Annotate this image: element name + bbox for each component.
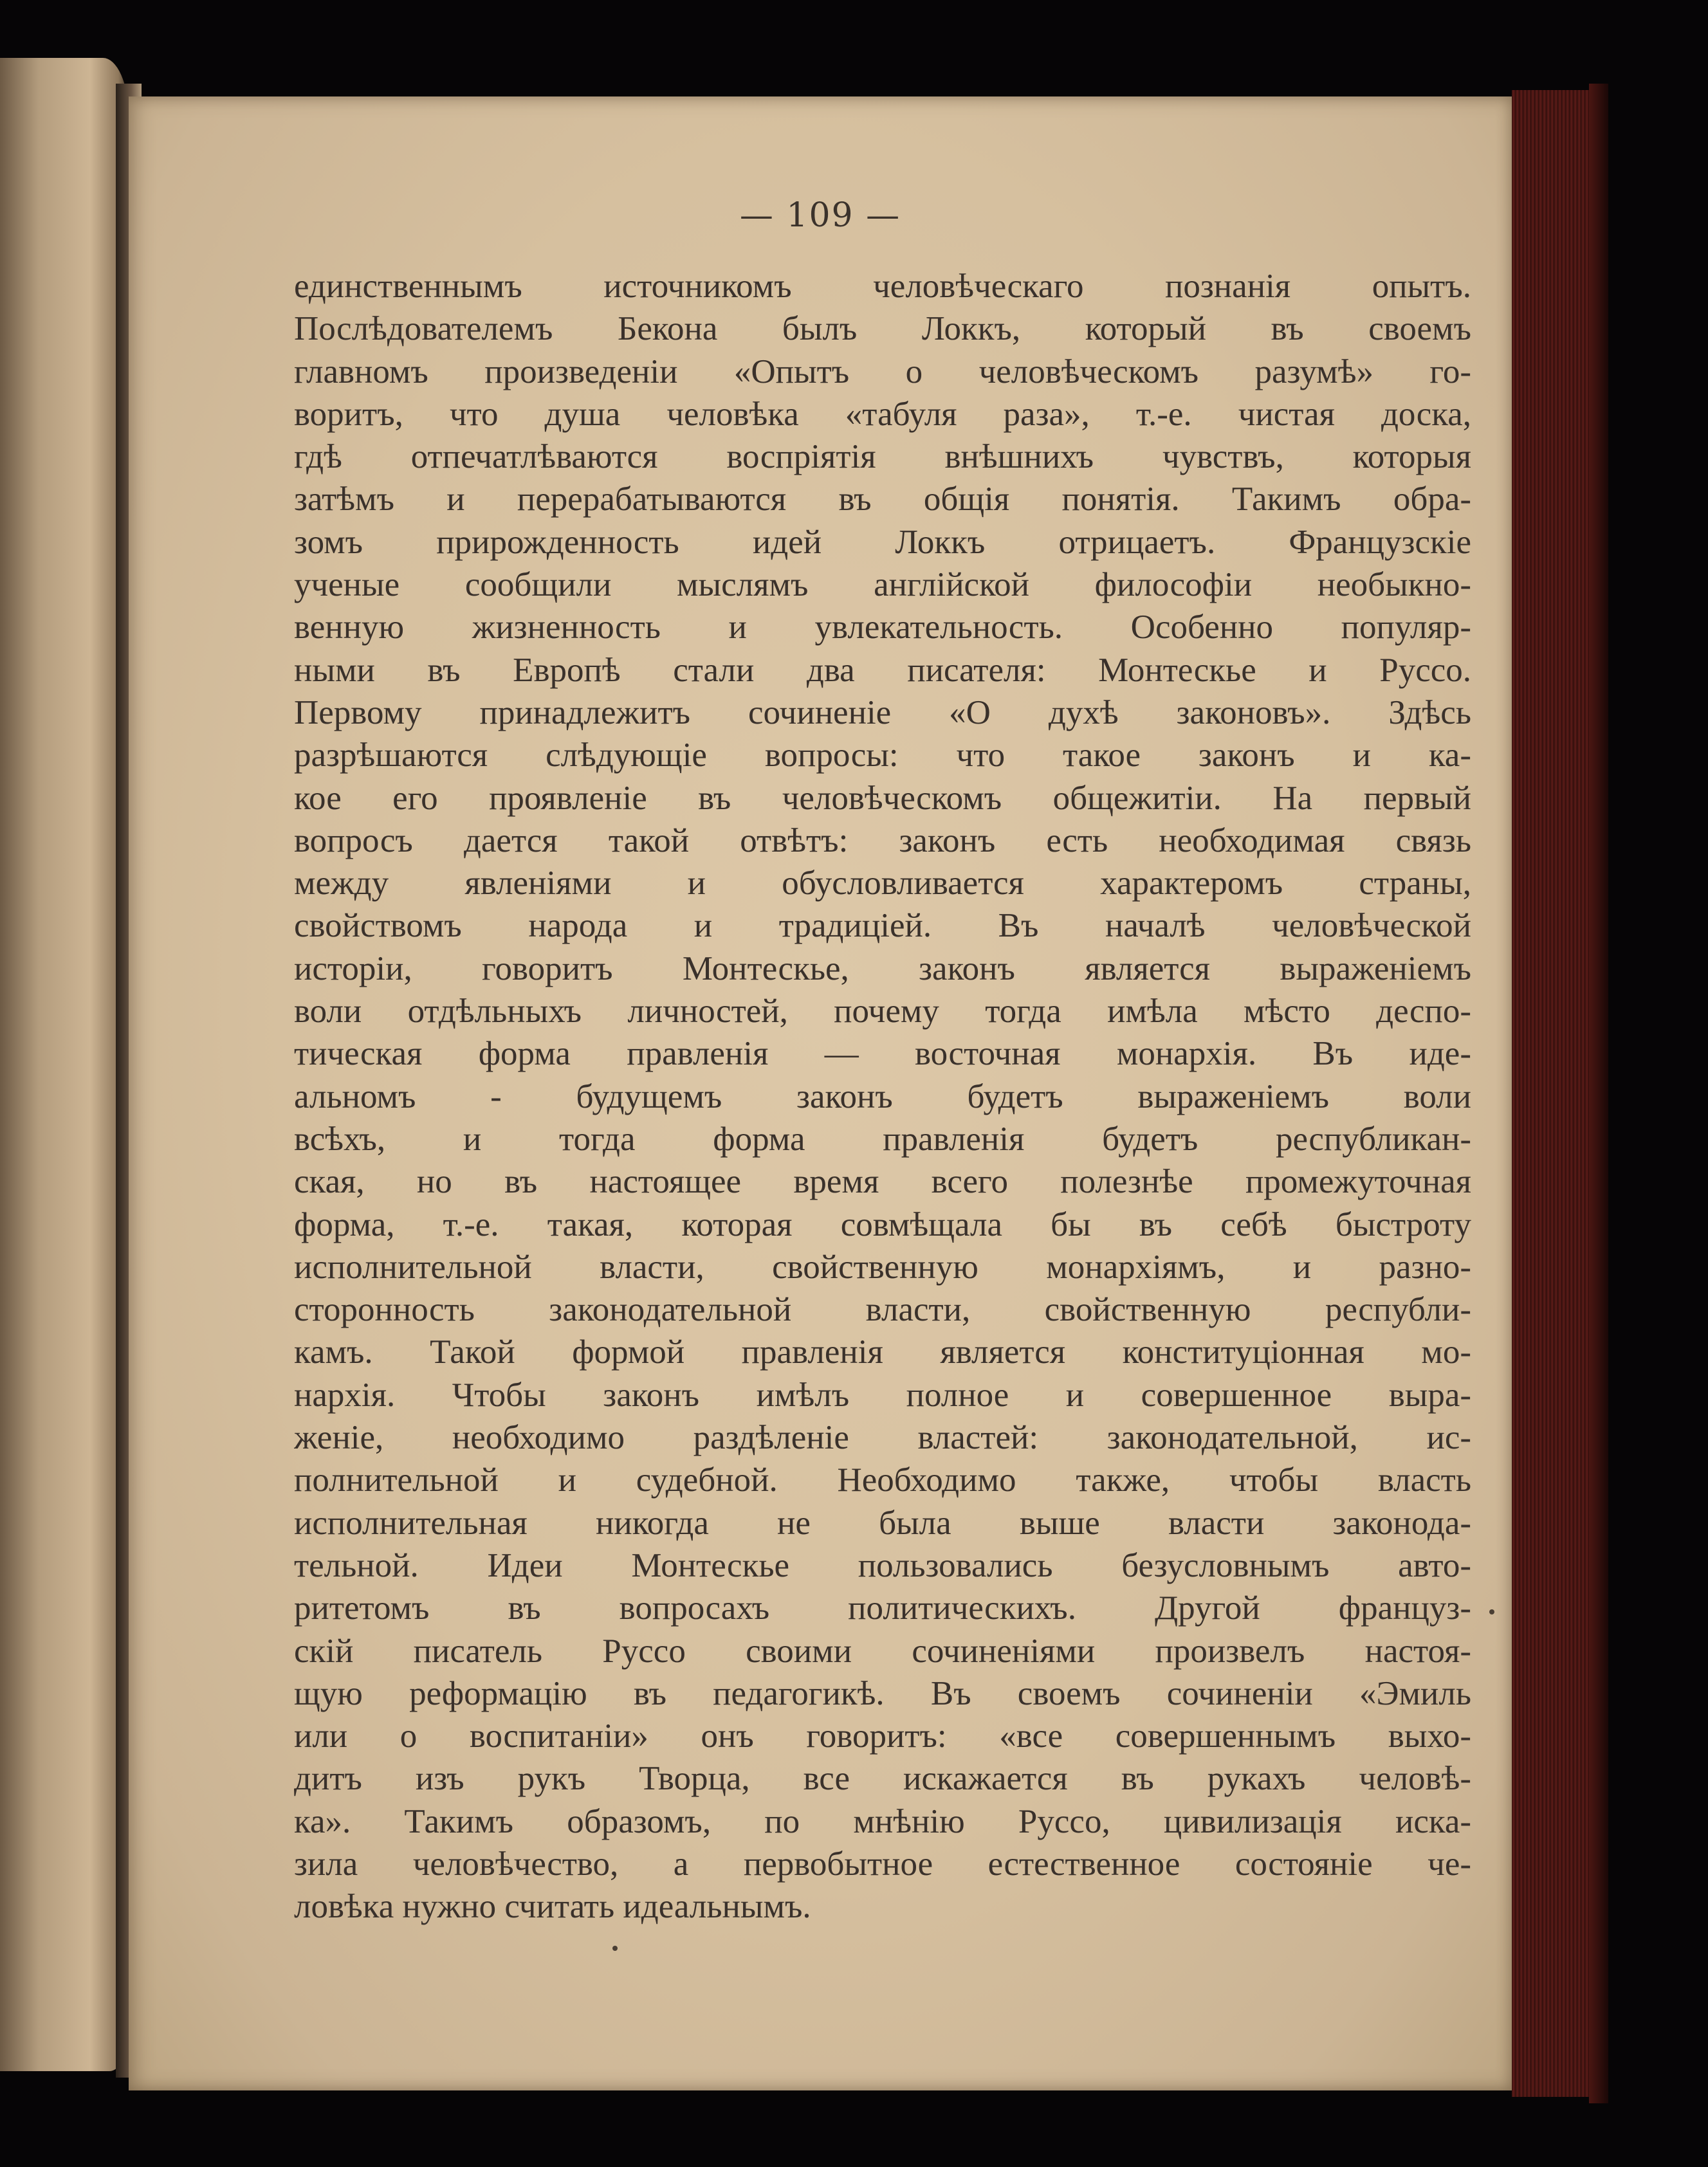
cover-edge bbox=[1589, 84, 1608, 2103]
text-line: сторонность законодательной власти, свойственную республи- bbox=[294, 1291, 1471, 1329]
previous-page-edge bbox=[0, 58, 129, 2071]
text-line: форма, т.-е. такая, которая совмѣщала бы въ себѣ быстроту bbox=[294, 1205, 1471, 1243]
text-line: единственнымъ источникомъ человѣческаго познанія опытъ. bbox=[294, 268, 1471, 305]
paper-speck bbox=[612, 1946, 618, 1951]
text-line: свойствомъ народа и традиціей. Въ началѣ человѣческой bbox=[294, 907, 1471, 945]
body-text bbox=[294, 265, 1471, 1928]
text-line: воли отдѣльныхъ личностей, почему тогда имѣла мѣсто деспо- bbox=[294, 992, 1471, 1030]
text-line: дитъ изъ рукъ Творца, все искажается въ рукахъ человѣ- bbox=[294, 1760, 1471, 1798]
text-line: тическая форма правленія — восточная монархія. Въ иде- bbox=[294, 1035, 1471, 1073]
text-line: тельной. Идеи Монтескье пользовались безусловнымъ авто- bbox=[294, 1546, 1471, 1584]
text-line: ская, но въ настоящее время всего полезнѣе промежуточная bbox=[294, 1163, 1471, 1201]
page-block-edges bbox=[1512, 90, 1589, 2097]
text-line: гдѣ отпечатлѣваются воспріятія внѣшнихъ чувствъ, которыя bbox=[294, 438, 1471, 476]
text-line: камъ. Такой формой правленія является конституціонная мо- bbox=[294, 1333, 1471, 1371]
text-line: или о воспитаніи» онъ говоритъ: «все совершеннымъ выхо- bbox=[294, 1717, 1471, 1755]
text-line: вопросъ дается такой отвѣтъ: законъ есть необходимая связь bbox=[294, 821, 1471, 859]
text-line: всѣхъ, и тогда форма правленія будетъ республикан- bbox=[294, 1120, 1471, 1158]
text-line: ка». Такимъ образомъ, по мнѣнію Руссо, цивилизація иска- bbox=[294, 1802, 1471, 1840]
paper-speck bbox=[1489, 1609, 1494, 1614]
text-line: женіе, необходимо раздѣленіе властей: законодательной, ис- bbox=[294, 1419, 1471, 1457]
text-line: венную жизненность и увлекательность. Особенно популяр- bbox=[294, 608, 1471, 646]
text-line: ритетомъ въ вопросахъ политическихъ. Другой француз- bbox=[294, 1589, 1471, 1627]
text-line: полнительной и судебной. Необходимо также, чтобы власть bbox=[294, 1461, 1471, 1499]
text-line: ученые сообщили мыслямъ англійской философіи необыкно- bbox=[294, 566, 1471, 604]
text-line: разрѣшаются слѣдующіе вопросы: что такое законъ и ка- bbox=[294, 736, 1471, 774]
text-line: кое его проявленіе въ человѣческомъ общежитіи. На первый bbox=[294, 779, 1471, 817]
text-line: ными въ Европѣ стали два писателя: Монтескье и Руссо. bbox=[294, 651, 1471, 689]
text-line: зила человѣчество, а первобытное естественное состояніе че- bbox=[294, 1845, 1471, 1883]
book-page bbox=[129, 96, 1512, 2090]
text-line: скій писатель Руссо своими сочиненіями произвелъ настоя- bbox=[294, 1632, 1471, 1670]
text-line: нархія. Чтобы законъ имѣлъ полное и совершенное выра- bbox=[294, 1376, 1471, 1414]
text-line: между явленіями и обусловливается характеромъ страны, bbox=[294, 864, 1471, 902]
text-line: главномъ произведеніи «Опытъ о человѣческомъ разумѣ» го- bbox=[294, 352, 1471, 390]
text-line: зомъ прирожденность идей Локкъ отрицаетъ. Французскіе bbox=[294, 523, 1471, 561]
text-line-last: ловѣка нужно считать идеальнымъ. bbox=[294, 1888, 811, 1926]
text-line: Послѣдователемъ Бекона былъ Локкъ, который въ своемъ bbox=[294, 310, 1471, 348]
text-line: исторіи, говоритъ Монтескье, законъ является выраженіемъ bbox=[294, 949, 1471, 987]
page-number: — 109 — bbox=[739, 196, 901, 235]
text-line: воритъ, что душа человѣка «табуля раза», т.-е. чистая доска, bbox=[294, 395, 1471, 433]
text-line: затѣмъ и перерабатываются въ общія понятія. Такимъ обра- bbox=[294, 480, 1471, 518]
text-line: исполнительная никогда не была выше власти законода- bbox=[294, 1504, 1471, 1542]
text-line: альномъ - будущемъ законъ будетъ выраженіемъ воли bbox=[294, 1077, 1471, 1115]
text-line: исполнительной власти, свойственную монархіямъ, и разно- bbox=[294, 1248, 1471, 1286]
text-line: щую реформацію въ педагогикѣ. Въ своемъ сочиненіи «Эмиль bbox=[294, 1674, 1471, 1712]
text-line: Первому принадлежитъ сочиненіе «О духѣ законовъ». Здѣсь bbox=[294, 693, 1471, 731]
